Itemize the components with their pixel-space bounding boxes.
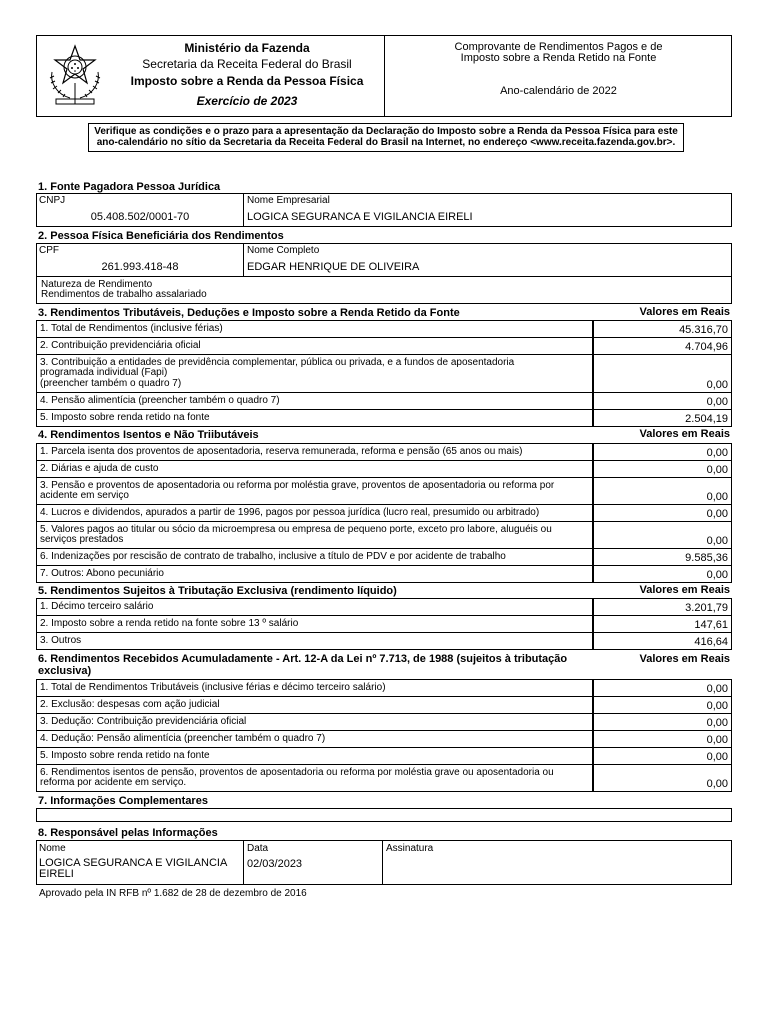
- section6-values-header: Valores em Reais: [639, 653, 730, 665]
- section1-title: 1. Fonte Pagadora Pessoa Jurídica: [38, 181, 221, 193]
- responsible-name-value: LOGICA SEGURANCA E VIGILANCIA EIRELI: [39, 857, 228, 880]
- section8-title: 8. Responsável pelas Informações: [38, 827, 218, 839]
- section3-row-3-value: 0,00: [593, 354, 732, 393]
- secretariat-name: Secretaria da Receita Federal do Brasil: [142, 57, 352, 71]
- section6-row-3-value: 0,00: [593, 713, 732, 731]
- section3-row-5-value: 2.504,19: [593, 409, 732, 427]
- date-value: 02/03/2023: [247, 858, 303, 870]
- section6-row-6-label: 6. Rendimentos isentos de pensão, proventos de aposentadoria ou reforma por moléstia grave ou aposentadoria ou reforma por acidente em serviço.: [36, 764, 593, 792]
- section3-row-5-label: 5. Imposto sobre renda retido na fonte: [36, 409, 593, 427]
- beneficiary-name-label: Nome Completo: [247, 245, 320, 256]
- tax-name: Imposto sobre a Renda da Pessoa Física: [130, 74, 364, 88]
- section4-row-5-value: 0,00: [593, 521, 732, 549]
- cnpj-label: CNPJ: [39, 195, 66, 206]
- signature-label: Assinatura: [386, 843, 434, 854]
- section4-values-header: Valores em Reais: [639, 428, 730, 440]
- section5-row-3-label: 3. Outros: [36, 632, 593, 650]
- section4-row-4-value: 0,00: [593, 504, 732, 522]
- cpf-value: 261.993.418-48: [101, 261, 179, 273]
- section6-row-3-label: 3. Dedução: Contribuição previdenciária oficial: [36, 713, 593, 731]
- section4-row-3-value: 0,00: [593, 477, 732, 505]
- calendar-year: Ano-calendário de 2022: [500, 85, 617, 97]
- section4-row-7-value: 0,00: [593, 565, 732, 583]
- document-title-line2: Imposto sobre a Renda Retido na Fonte: [460, 52, 657, 64]
- section4-row-6-label: 6. Indenizações por rescisão de contrato de trabalho, inclusive a título de PDV e por acidente de trabalho: [36, 548, 593, 566]
- cnpj-value: 05.408.502/0001-70: [90, 211, 190, 223]
- section4-row-2-value: 0,00: [593, 460, 732, 478]
- section5-row-1-label: 1. Décimo terceiro salário: [36, 598, 593, 616]
- exercise-year: Exercício de 2023: [196, 94, 298, 108]
- section6-row-6-value: 0,00: [593, 764, 732, 792]
- section4-row-1-value: 0,00: [593, 443, 732, 461]
- coat-of-arms-icon: [44, 42, 106, 108]
- cpf-label: CPF: [39, 245, 59, 256]
- section6-row-4-value: 0,00: [593, 730, 732, 748]
- nature-value: Rendimentos de trabalho assalariado: [41, 289, 207, 300]
- section3-row-3-label: 3. Contribuição a entidades de previdência complementar, pública ou privada, e a fundos de aposentadoria programada individual (Fapi) (preencher também o quadro 7): [36, 354, 593, 393]
- section3-values-header: Valores em Reais: [639, 306, 730, 318]
- section6-row-2-label: 2. Exclusão: despesas com ação judicial: [36, 696, 593, 714]
- section3-row-2-value: 4.704,96: [593, 337, 732, 355]
- section5-row-2-value: 147,61: [593, 615, 732, 633]
- section4-title: 4. Rendimentos Isentos e Não Triibutáveis: [38, 429, 259, 441]
- section3-row-1-value: 45.316,70: [593, 320, 732, 338]
- beneficiary-name-value: EDGAR HENRIQUE DE OLIVEIRA: [247, 261, 420, 273]
- section3-title: 3. Rendimentos Tributáveis, Deduções e Imposto sobre a Renda Retido da Fonte: [38, 307, 460, 319]
- section5-row-3-value: 416,64: [593, 632, 732, 650]
- section7-title: 7. Informações Complementares: [38, 795, 208, 807]
- section3-row-4-label: 4. Pensão alimentícia (preencher também o quadro 7): [36, 392, 593, 410]
- section3-row-4-value: 0,00: [593, 392, 732, 410]
- section6-title: 6. Rendimentos Recebidos Acumuladamente - Art. 12-A da Lei nº 7.713, de 1988 (sujeitos à tributação exclusiva): [38, 653, 568, 677]
- company-name-label: Nome Empresarial: [247, 195, 330, 206]
- section6-row-4-label: 4. Dedução: Pensão alimentícia (preencher também o quadro 7): [36, 730, 593, 748]
- nature-label: Natureza de Rendimento: [41, 279, 153, 290]
- ministry-name: Ministério da Fazenda: [184, 41, 310, 55]
- section4-row-3-label: 3. Pensão e proventos de aposentadoria ou reforma por moléstia grave, proventos de aposentadoria ou reforma por acidente em serviço: [36, 477, 593, 505]
- notice-line2: ano-calendário no sítio da Secretaria da Receita Federal do Brasil na Internet, no endereço <www.receita.fazenda.gov.br>.: [96, 137, 676, 148]
- document-title-line1: Comprovante de Rendimentos Pagos e de: [454, 41, 663, 53]
- section2-title: 2. Pessoa Física Beneficiária dos Rendimentos: [38, 230, 284, 242]
- date-label: Data: [247, 843, 269, 854]
- footer-approval: Aprovado pela IN RFB nº 1.682 de 28 de dezembro de 2016: [39, 888, 307, 899]
- section5-row-2-label: 2. Imposto sobre a renda retido na fonte sobre 13 º salário: [36, 615, 593, 633]
- section4-row-1-label: 1. Parcela isenta dos proventos de aposentadoria, reserva remunerada, reforma e pensão (65 anos ou mais): [36, 443, 593, 461]
- section6-row-1-label: 1. Total de Rendimentos Tributáveis (inclusive férias e décimo terceiro salário): [36, 679, 593, 697]
- complementary-info-box: [36, 808, 732, 822]
- signature-cell: [382, 840, 732, 885]
- section6-row-2-value: 0,00: [593, 696, 732, 714]
- section4-row-4-label: 4. Lucros e dividendos, apurados a partir de 1996, pagos por pessoa jurídica (lucro real, presumido ou arbitrado): [36, 504, 593, 522]
- section5-title: 5. Rendimentos Sujeitos à Tributação Exclusiva (rendimento líquido): [38, 585, 397, 597]
- section4-row-7-label: 7. Outros: Abono pecuniário: [36, 565, 593, 583]
- section6-row-5-value: 0,00: [593, 747, 732, 765]
- section3-row-2-label: 2. Contribuição previdenciária oficial: [36, 337, 593, 355]
- section5-values-header: Valores em Reais: [639, 584, 730, 596]
- section3-row-1-label: 1. Total de Rendimentos (inclusive férias): [36, 320, 593, 338]
- section4-row-2-label: 2. Diárias e ajuda de custo: [36, 460, 593, 478]
- notice-line1: Verifique as condições e o prazo para a apresentação da Declaração do Imposto sobre a Renda da Pessoa Física para este: [94, 126, 678, 137]
- section6-row-1-value: 0,00: [593, 679, 732, 697]
- section4-row-6-value: 9.585,36: [593, 548, 732, 566]
- responsible-name-label: Nome: [39, 843, 66, 854]
- section4-row-5-label: 5. Valores pagos ao titular ou sócio da microempresa ou empresa de pequeno porte, exceto pro labore, aluguéis ou serviços prestados: [36, 521, 593, 549]
- section6-row-5-label: 5. Imposto sobre renda retido na fonte: [36, 747, 593, 765]
- company-name-value: LOGICA SEGURANCA E VIGILANCIA EIRELI: [247, 211, 473, 223]
- section5-row-1-value: 3.201,79: [593, 598, 732, 616]
